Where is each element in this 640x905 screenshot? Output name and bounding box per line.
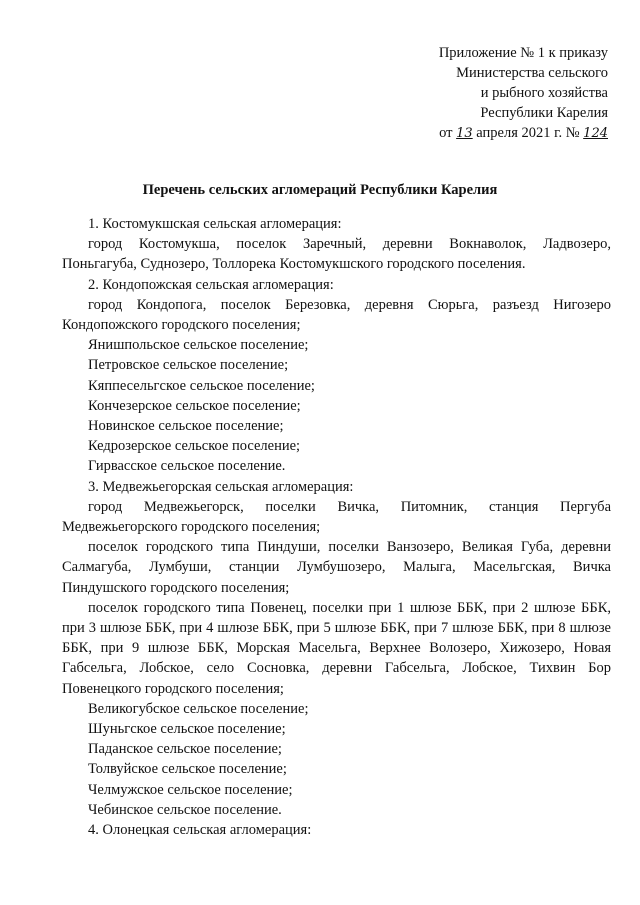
paragraph: Толвуйское сельское поселение; <box>88 761 287 778</box>
paragraph: поселок городского типа Повенец, поселки при 1 шлюзе ББК, при 2 шлюзе ББК, при 3 шлюзе ББК, при 4 шлюзе ББК, при 5 шлюзе ББК, при 7 шлюзе ББК, при 8 шлюзе ББК, при 9 шлюзе ББК, Морская Масельга, Верхнее Волозеро, Хижозеро, Новая Габсельга, Лобское, село Сосновка, деревни Габсельга, Лобское, Тихвин Бор Повенецкого городского поселения; <box>62 599 611 697</box>
paragraph: 2. Кондопожская сельская агломерация: <box>88 276 334 293</box>
paragraph: Чебинское сельское поселение. <box>88 801 282 818</box>
paragraph: 1. Костомукшская сельская агломерация: <box>88 216 342 232</box>
paragraph: город Кондопога, поселок Березовка, деревня Сюрьга, разъезд Нигозеро Кондопожского городского поселения; <box>62 296 611 334</box>
date-prefix: от <box>439 125 453 141</box>
date-day-handwritten: 13 <box>456 126 473 141</box>
appendix-date-line <box>348 123 608 144</box>
appendix-line-3: и рыбного хозяйства <box>480 85 608 101</box>
appendix-line-4: Республики Карелия <box>480 105 608 121</box>
paragraph: 3. Медвежьегорская сельская агломерация: <box>88 478 354 495</box>
paragraph: Кончезерское сельское поселение; <box>88 397 301 414</box>
paragraph: Новинское сельское поселение; <box>88 418 284 435</box>
paragraph: город Костомукша, поселок Заречный, деревни Вокнаволок, Ладвозеро, Поньгагуба, Суднозеро, Толлорека Костомукшского городского поселения. <box>62 236 611 273</box>
appendix-header <box>348 43 608 144</box>
paragraph: Челмужское сельское поселение; <box>88 781 293 798</box>
paragraph: Паданское сельское поселение; <box>88 741 282 758</box>
paragraph: поселок городского типа Пиндуши, поселки Ванзозеро, Великая Губа, деревни Салмагуба, Лумбуши, станции Лумбушозеро, Малыга, Масельгская, Вичка Пиндушского городского поселения; <box>62 539 611 596</box>
document-body <box>62 214 611 840</box>
paragraph: Кяппесельгское сельское поселение; <box>88 377 315 394</box>
paragraph: город Медвежьегорск, поселки Вичка, Питомник, станция Пергуба Медвежьегорского городского поселения; <box>62 498 611 536</box>
appendix-line-1: Приложение № 1 к приказу <box>438 45 608 61</box>
paragraph: 4. Олонецкая сельская агломерация: <box>88 822 312 839</box>
paragraph: Шуньгское сельское поселение; <box>88 721 286 738</box>
document-title: Перечень сельских агломераций Республики Карелия <box>142 182 498 198</box>
order-number-handwritten: 124 <box>583 126 608 141</box>
paragraph: Великогубское сельское поселение; <box>88 700 309 717</box>
paragraph: Янишпольское сельское поселение; <box>88 337 309 354</box>
date-middle: апреля 2021 г. № <box>476 125 580 141</box>
paragraph: Кедрозерское сельское поселение; <box>88 438 301 455</box>
paragraph: Гирвасское сельское поселение. <box>88 458 286 475</box>
paragraph: Петровское сельское поселение; <box>88 357 289 374</box>
appendix-line-2: Министерства сельского <box>456 65 608 81</box>
